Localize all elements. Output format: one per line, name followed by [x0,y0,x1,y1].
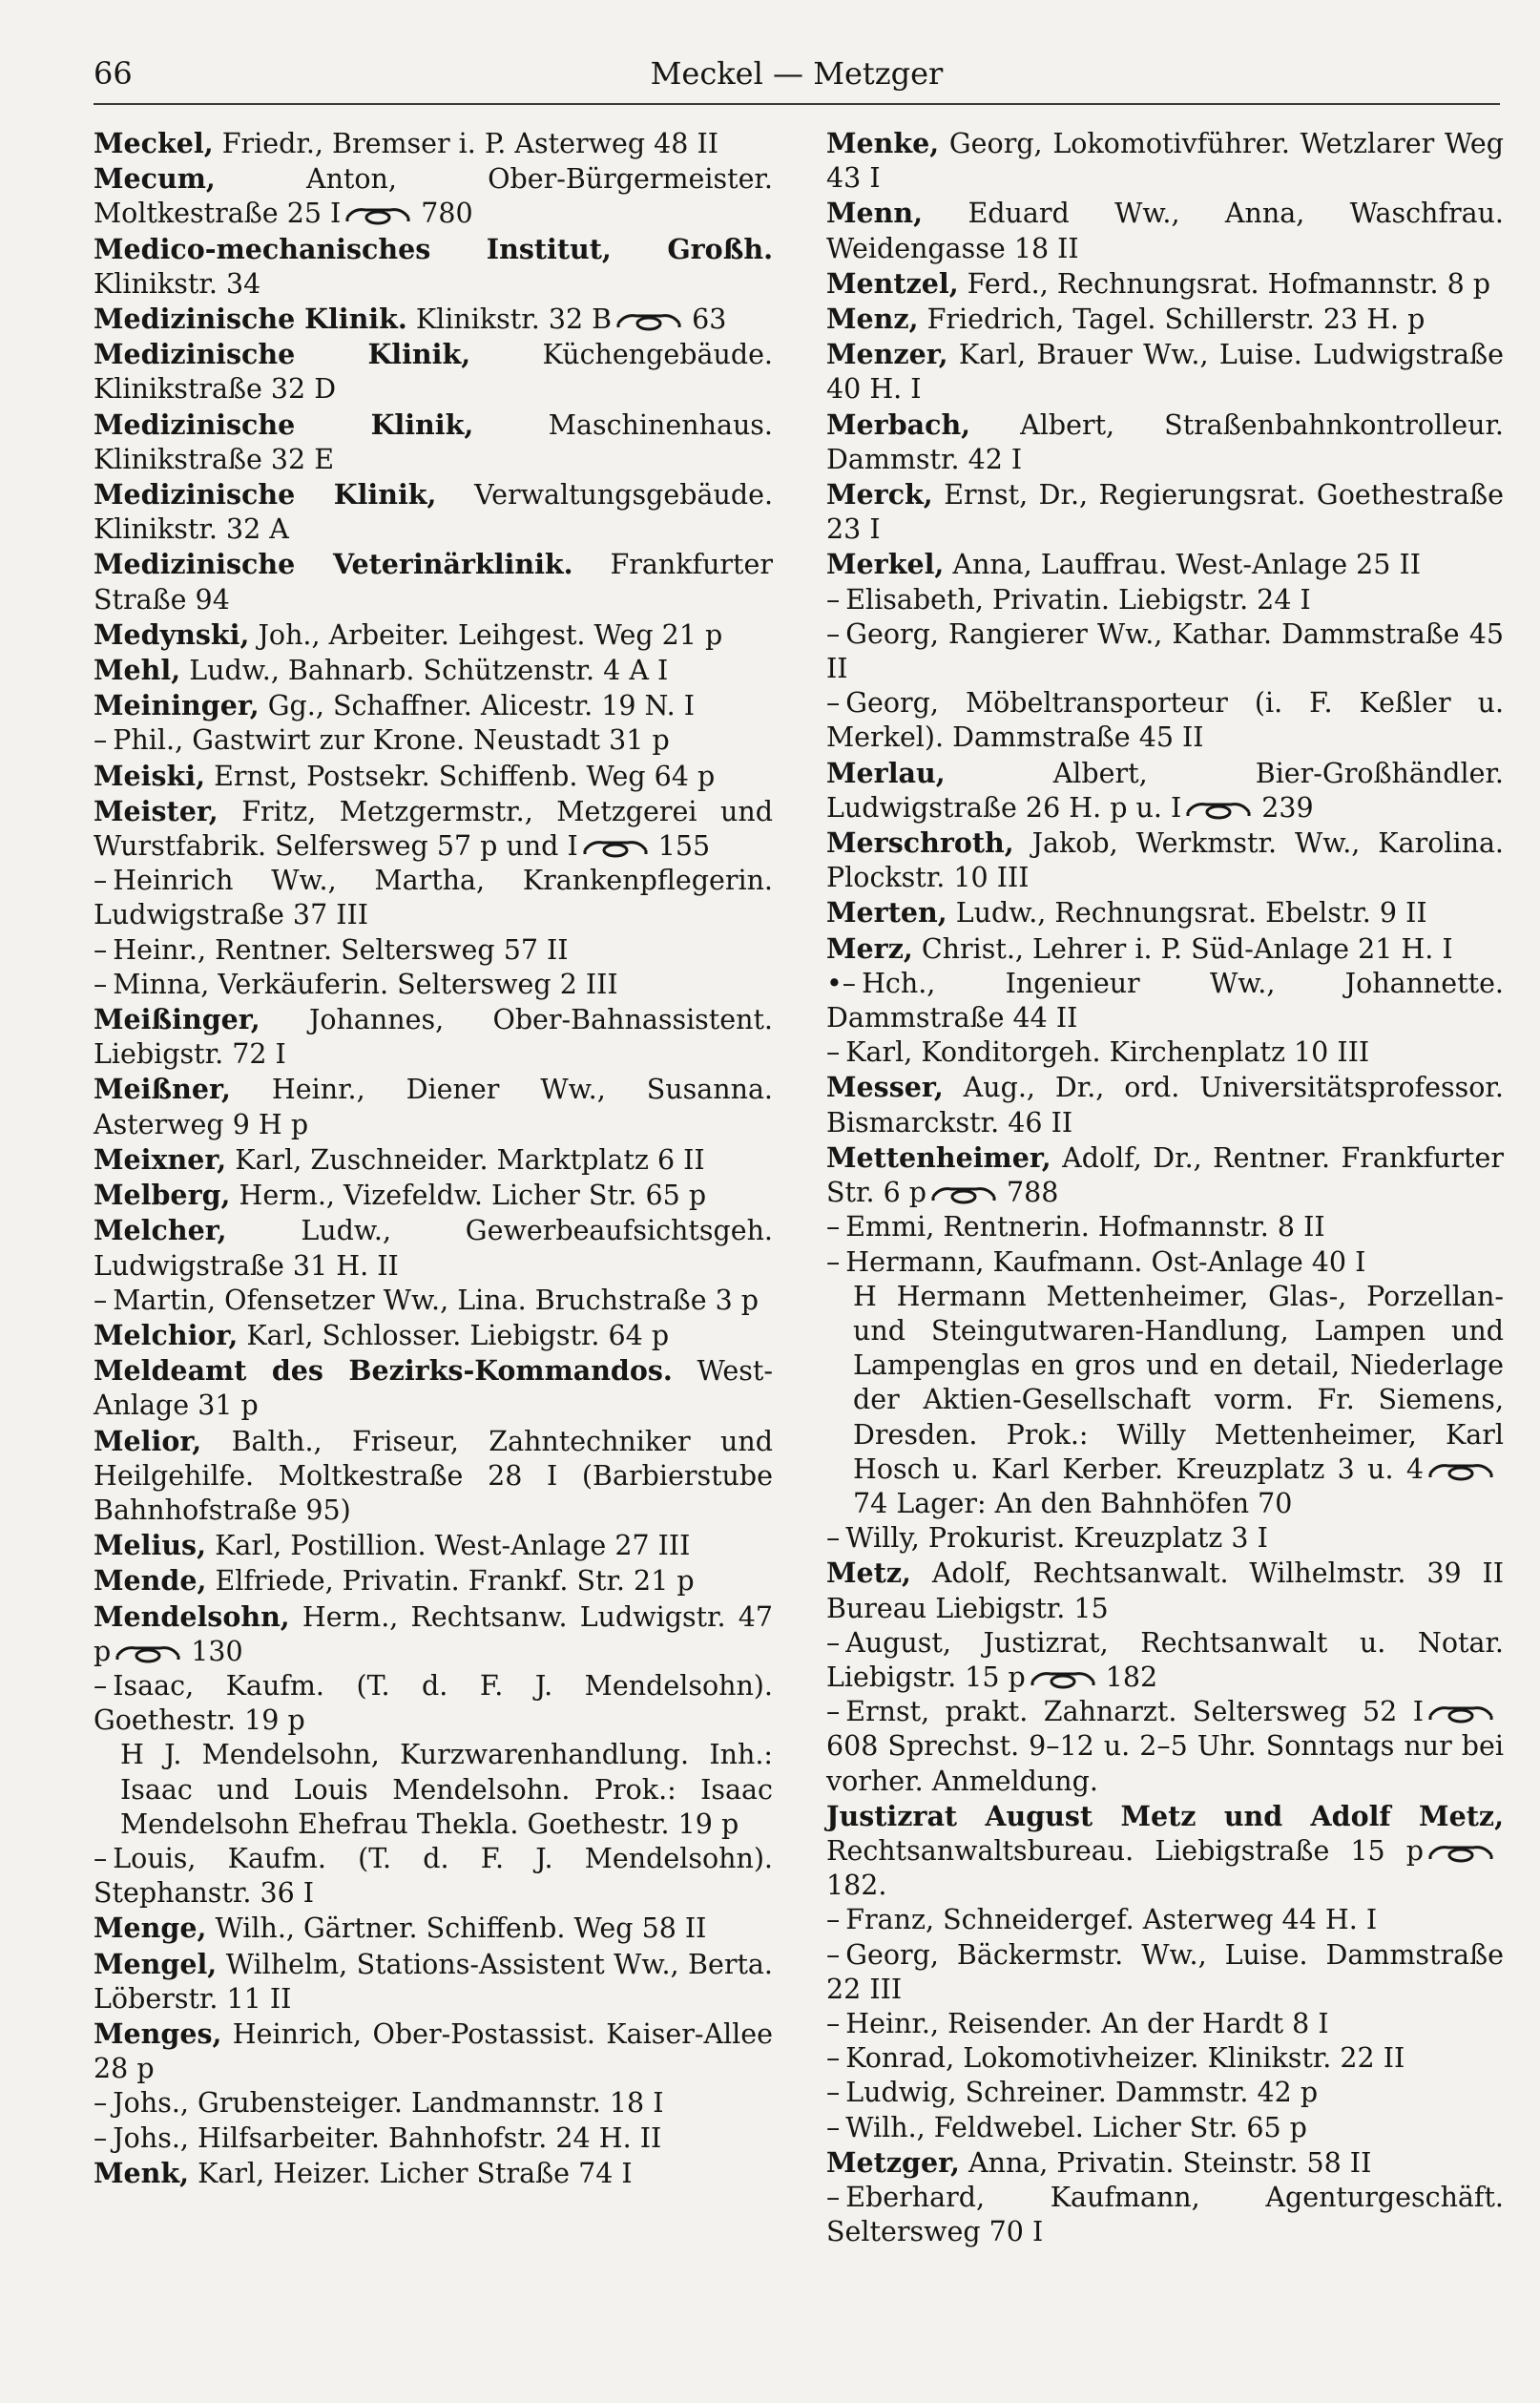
directory-entry [826,477,1504,547]
directory-entry [94,1911,773,1946]
directory-entry [94,337,773,407]
directory-entry [94,1002,773,1072]
phone-number: 239 [1261,791,1314,824]
right-column [826,126,1504,2249]
directory-entry [94,161,773,231]
entry-name: Mehl, [94,654,181,687]
entry-details: Fritz, Metzgermstr., Metzgerei und Wurstfabrik. Selfersweg 57 p und I [94,795,773,863]
directory-entry [94,1424,773,1529]
entry-details: Elfriede, Privatin. Frankf. Str. 21 p [206,1565,695,1598]
directory-entry [94,2121,773,2156]
directory-entry [826,266,1504,302]
directory-entry [826,2181,1504,2249]
telephone-icon [930,1183,997,1204]
entry-name: Mettenheimer, [826,1140,1051,1174]
entry-name: Merlau, [826,756,946,789]
entry-name: Justizrat August Metz und Adolf Metz, [826,1799,1504,1832]
entry-details: Friedrich, Tagel. Schillerstr. 23 H. p [918,303,1426,336]
directory-entry [826,967,1504,1035]
directory-entry [826,686,1504,755]
ditto-dash: – [826,687,841,720]
phone-number: 182 [1105,1661,1158,1693]
directory-entry [826,196,1504,265]
entry-details: Adolf, Rechtsanwalt. Wilhelmstr. 39 II Bureau Liebigstr. 15 [826,1557,1504,1624]
ditto-dash: – [94,1669,108,1702]
telephone-icon [1427,1842,1494,1863]
entry-details: Heinr., Rentner. Seltersweg 57 II [113,933,569,966]
entry-details: Verwaltungsgebäude. Klinikstr. 32 A [94,479,774,546]
entry-details: Karl, Postillion. West-Anlage 27 III [206,1530,691,1562]
directory-entry [826,302,1504,337]
directory-entry [826,2111,1504,2145]
entry-details: Karl, Brauer Ww., Luise. Ludwigstraße 40 H. I [826,339,1504,406]
entry-name: Mende, [94,1564,207,1598]
entry-details: Emmi, Rentnerin. Hofmannstr. 8 II [845,1211,1325,1243]
entry-name: Merschroth, [826,826,1014,860]
entry-name: Medizinische Klinik, [94,478,437,512]
left-column [94,126,773,2191]
entry-name: Meißinger, [94,1003,260,1036]
entry-name: Merck, [826,478,933,512]
directory-entry [94,1528,773,1563]
entry-details: Aug., Dr., ord. Universitätsprofessor. Bismarckstr. 46 II [826,1072,1504,1139]
phone-number: 63 [692,303,727,336]
entry-details: Anna, Privatin. Steinstr. 58 II [959,2146,1372,2179]
entry-details: Jakob, Werkmstr. Ww., Karolina. Plockstr. 10 III [826,827,1504,894]
directory-entry [826,126,1504,196]
entry-details: Friedr., Bremser i. P. Asterweg 48 II [213,128,718,159]
phone-number: 130 [191,1635,243,1667]
ditto-dash: – [826,2181,841,2213]
entry-details: Klinikstr. 32 B [406,303,613,336]
entry-details: Johs., Grubensteiger. Landmannstr. 18 I [113,2087,664,2120]
phone-number: 155 [657,830,711,863]
entry-details: Küchengebäude. Klinikstraße 32 D [94,339,773,406]
ditto-dash: – [826,1696,841,1728]
entry-details: Maschinenhaus. Klinikstraße 32 E [94,408,773,475]
entry-details: Ludw., Bahnarb. Schützenstr. 4 A I [180,655,669,687]
directory-entry [94,547,773,616]
entry-details: Eduard Ww., Anna, Waschfrau. Weidengasse 18 II [826,198,1504,264]
ditto-dash: – [826,1938,841,1971]
entry-details: Eberhard, Kaufmann, Agenturgeschäft. Seltersweg 70 I [826,2181,1504,2248]
directory-entry [826,1070,1504,1139]
entry-details: Georg, Lokomotivführer. Wetzlarer Weg 43 I [826,128,1504,195]
entry-name: Melius, [94,1529,207,1562]
directory-entry [826,583,1504,617]
directory-entry [94,2016,773,2086]
entry-details: Hch., Ingenieur Ww., Johannette. Dammstraße 44 II [826,967,1504,1034]
entry-name: Metzger, [826,2145,960,2179]
directory-entry [826,2145,1504,2181]
entry-name: Medynski, [94,617,250,651]
entry-details: Johs., Hilfsarbeiter. Bahnhofstr. 24 H. II [113,2121,662,2154]
entry-details: Johannes, Ober-Bahnassistent. Liebigstr. 72 I [94,1004,773,1071]
directory-entry [826,1799,1504,1904]
entry-details: Martin, Ofensetzer Ww., Lina. Bruchstraße 3 p [113,1284,760,1316]
ditto-dash: – [826,1211,841,1243]
entry-details: Karl, Konditorgeh. Kirchenplatz 10 III [845,1036,1370,1069]
entry-details: Franz, Schneidergef. Asterweg 44 H. I [845,1904,1378,1936]
entry-name: Medico-mechanisches Institut, Großh. [94,232,773,265]
ditto-dash: – [94,968,108,1000]
ditto-dash: – [826,2077,841,2109]
telephone-icon [582,837,649,858]
entry-details: H Hermann Mettenheimer, Glas-, Porzellan- und Steingutwaren-Handlung, Lampen und Lampenglas en gros und en detail, Niederlage der Aktien-Gesellschaft vorm. Fr. Siemens, Dresden. Prok.: Willy Mettenheimer, Karl Hosch u. Karl Kerber. Kreuzplatz 3 u. 4 [853,1280,1504,1485]
directory-entry [94,302,773,337]
ditto-dash: – [826,2042,841,2075]
ditto-dash: – [94,2087,108,2120]
entry-details: Ludw., Gewerbeaufsichtsgeh. Ludwigstraße 31 H. II [94,1215,773,1282]
directory-entry [94,126,773,161]
directory-entry [94,723,773,758]
directory-entry [826,617,1504,686]
entry-details: Elisabeth, Privatin. Liebigstr. 24 I [845,583,1311,616]
directory-entry [94,1947,773,2016]
entry-name: Merz, [826,931,913,965]
ditto-dash: – [94,1284,108,1316]
directory-entry [94,1563,773,1599]
entry-details: Balth., Friseur, Zahntechniker und Heilgehilfe. Moltkestraße 28 I (Barbierstube Bahnhofstraße 95) [94,1425,773,1526]
directory-entry [826,756,1504,825]
entry-name: Mentzel, [826,266,959,300]
ditto-dash: – [826,2111,841,2143]
entry-name: Meißner, [94,1073,231,1106]
entry-name: Medizinische Klinik, [94,338,471,371]
entry-details: Isaac, Kaufm. (T. d. F. J. Mendelsohn). Goethestr. 19 p [94,1669,773,1737]
ditto-dash: – [826,1626,841,1659]
entry-name: Melberg, [94,1179,231,1212]
entry-details: Karl, Zuschneider. Marktplatz 6 II [226,1143,705,1176]
entry-name: Menz, [826,303,919,336]
entry-details: Ernst, Postsekr. Schiffenb. Weg 64 p [205,760,716,792]
directory-entry [94,1842,773,1911]
entry-details: West-Anlage 31 p [94,1355,773,1422]
entry-details: Rechtsanwaltsbureau. Liebigstraße 15 p [826,1834,1424,1867]
entry-name: Messer, [826,1071,944,1104]
entry-name: Merbach, [826,407,971,441]
ditto-dash: – [826,1904,841,1936]
entry-details: Frankfurter Straße 94 [94,549,773,616]
directory-entry [94,1353,773,1423]
telephone-icon [114,1642,181,1663]
telephone-icon [615,310,682,331]
entry-name: Mendelsohn, [94,1599,290,1633]
directory-entry [94,2086,773,2121]
entry-details: Joh., Arbeiter. Leihgest. Weg 21 p [249,618,723,651]
ditto-dash: – [94,865,108,897]
entry-name: Medizinische Veterinärklinik. [94,548,573,581]
entry-details: Albert, Bier-Großhändler. Ludwigstraße 26 H. p u. I [826,757,1504,824]
entry-name: Meckel, [94,127,214,159]
entry-details: Ferd., Rechnungsrat. Hofmannstr. 8 p [958,267,1491,300]
directory-entry [826,1626,1504,1695]
entry-details: Anton, Ober-Bürgermeister. Moltkestraße 25 I [94,163,773,230]
entry-details: Wilhelm, Stations-Assistent Ww., Berta. Löberstr. 11 II [94,1948,773,2015]
directory-entry [94,1599,773,1669]
entry-details: Georg, Möbeltransporteur (i. F. Keßler u. Merkel). Dammstraße 45 II [826,687,1504,754]
entry-details: Georg, Bäckermstr. Ww., Luise. Dammstraße 22 III [826,1938,1504,2005]
entry-name: Mecum, [94,162,216,196]
entry-name: Menges, [94,2016,222,2050]
directory-entry [826,1521,1504,1556]
directory-entry [94,759,773,794]
directory-entry [826,2007,1504,2041]
phone-number: 608 [826,1730,879,1763]
entry-details: Adolf, Dr., Rentner. Frankfurter Str. 6 p [826,1141,1504,1209]
ditto-dash: – [826,583,841,616]
entry-name: Merten, [826,896,947,930]
telephone-icon [1427,1703,1494,1724]
entry-details: Ernst, Dr., Regierungsrat. Goethestraße 23 I [826,479,1504,546]
ditto-dash: – [826,1245,841,1278]
directory-entry [826,1210,1504,1244]
entry-details: Heinr., Reisender. An der Hardt 8 I [845,2007,1329,2039]
entry-details: H J. Mendelsohn, Kurzwarenhandlung. Inh.: Isaac und Louis Mendelsohn. Prok.: Isaac Mendelsohn Ehefrau Thekla. Goethestr. 19 p [120,1739,773,1840]
directory-entry [94,407,773,477]
directory-entry [94,1213,773,1283]
entry-name: Meiski, [94,759,206,792]
entry-name: Mengel, [94,1947,218,1980]
directory-entry [826,337,1504,407]
ditto-dash: – [94,724,108,757]
entry-name: Metz, [826,1557,911,1590]
entry-details: Wilh., Gärtner. Schiffenb. Weg 58 II [206,1912,707,1945]
entry-details: Anna, Lauffrau. West-Anlage 25 II [944,549,1421,581]
entry-name: Medizinische Klinik. [94,303,407,336]
ditto-dash: •– [826,967,857,999]
ditto-dash: – [826,617,841,650]
entry-details: Georg, Rangierer Ww., Kathar. Dammstraße 45 II [826,617,1504,685]
directory-entry [94,477,773,547]
entry-extra: Lager: An den Bahnhöfen 70 [887,1487,1293,1519]
entry-extra: Sprechst. 9–12 u. 2–5 Uhr. Sonntags nur bei vorher. Anmeldung. [826,1730,1504,1797]
directory-entry [826,2076,1504,2110]
directory-entry [826,1903,1504,1937]
phone-number: 182. [826,1870,887,1902]
directory-entry [826,1280,1504,1521]
directory-entry [826,1140,1504,1210]
directory-entry [94,1669,773,1738]
directory-entry [94,864,773,932]
entry-name: Melchior, [94,1318,239,1351]
directory-entry [826,1695,1504,1799]
phone-number: 74 [853,1487,888,1519]
entry-details: Heinrich, Ober-Postassist. Kaiser-Allee 28 p [94,2017,773,2085]
directory-entry [94,1142,773,1178]
directory-entry [826,1938,1504,2007]
telephone-icon [1030,1668,1096,1689]
entry-details: Wilh., Feldwebel. Licher Str. 65 p [845,2111,1307,2143]
entry-details: Phil., Gastwirt zur Krone. Neustadt 31 p [113,724,670,757]
telephone-icon [1427,1460,1494,1481]
entry-details: Klinikstr. 34 [94,267,261,300]
directory-entry [94,617,773,653]
directory-entry [94,1284,773,1318]
entry-details: Heinrich Ww., Martha, Krankenpflegerin. Ludwigstraße 37 III [94,865,773,931]
directory-entry [826,931,1504,967]
entry-details: Heinr., Diener Ww., Susanna. Asterweg 9 H p [94,1074,773,1140]
phone-number: 788 [1007,1177,1059,1209]
entry-details: Konrad, Lokomotivheizer. Klinikstr. 22 II [845,2042,1405,2075]
ditto-dash: – [826,1036,841,1069]
entry-details: August, Justizrat, Rechtsanwalt u. Notar. Liebigstr. 15 p [826,1626,1504,1693]
ditto-dash: – [94,2121,108,2154]
entry-name: Meldeamt des Bezirks-Kommandos. [94,1354,673,1388]
entry-name: Menke, [826,127,940,159]
directory-entry [826,1245,1504,1280]
entry-name: Menn, [826,197,924,230]
directory-entry [94,653,773,688]
telephone-icon [1185,799,1252,820]
directory-entry [826,547,1504,582]
entry-name: Menge, [94,1912,207,1945]
entry-name: Merkel, [826,548,945,581]
entry-details: Louis, Kaufm. (T. d. F. J. Mendelsohn). Stephanstr. 36 I [94,1842,773,1910]
entry-details: Christ., Lehrer i. P. Süd-Anlage 21 H. I [912,932,1453,965]
directory-entry [826,825,1504,895]
ditto-dash: – [826,2007,841,2039]
directory-entry [826,895,1504,930]
entry-name: Meister, [94,794,219,827]
entry-name: Menk, [94,2156,190,2189]
entry-name: Medizinische Klinik, [94,407,474,441]
entry-name: Menzer, [826,338,948,371]
running-head: Meckel — Metzger [650,55,944,92]
directory-entry [826,1035,1504,1070]
entry-name: Meininger, [94,689,260,722]
ditto-dash: – [826,1522,841,1555]
entry-details: Karl, Heizer. Licher Straße 74 I [189,2157,633,2189]
entry-name: Melcher, [94,1214,227,1247]
directory-entry [94,794,773,864]
page-header [94,53,1500,105]
directory-entry [94,1178,773,1213]
entry-details: Herm., Vizefeldw. Licher Str. 65 p [230,1180,707,1212]
entry-details: Minna, Verkäuferin. Seltersweg 2 III [113,968,618,1000]
directory-entry [94,1318,773,1353]
directory-entry [94,1738,773,1842]
directory-entry [826,2041,1504,2076]
phone-number: 780 [421,198,473,230]
entry-details: Hermann, Kaufmann. Ost-Anlage 40 I [845,1245,1366,1278]
telephone-icon [344,204,411,225]
directory-entry [94,2156,773,2191]
entry-details: Willy, Prokurist. Kreuzplatz 3 I [845,1522,1268,1555]
entry-details: Ludw., Rechnungsrat. Ebelstr. 9 II [947,897,1427,930]
ditto-dash: – [94,933,108,966]
entry-details: Gg., Schaffner. Alicestr. 19 N. I [259,690,696,722]
entry-details: Albert, Straßenbahnkontrolleur. Dammstr. 42 I [826,408,1504,475]
directory-entry [826,1556,1504,1625]
directory-entry [94,1072,773,1141]
entry-name: Melior, [94,1424,202,1457]
entry-details: Ludwig, Schreiner. Dammstr. 42 p [845,2077,1319,2109]
entry-name: Meixner, [94,1142,227,1176]
entry-details: Herm., Rechtsanw. Ludwigstr. 47 p [94,1600,773,1667]
entry-details: Ernst, prakt. Zahnarzt. Seltersweg 52 I [845,1696,1424,1728]
directory-entry [94,688,773,723]
ditto-dash: – [94,1842,108,1874]
directory-entry [94,232,773,302]
page-number: 66 [94,55,133,92]
entry-details: Karl, Schlosser. Liebigstr. 64 p [238,1319,670,1351]
directory-entry [94,968,773,1002]
directory-entry [826,407,1504,477]
directory-entry [94,933,773,968]
